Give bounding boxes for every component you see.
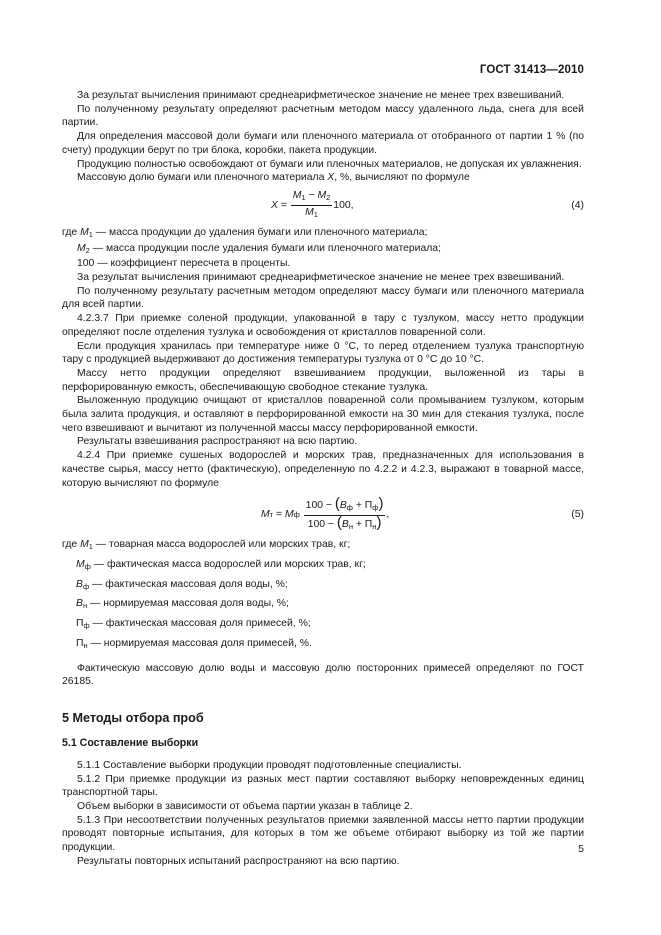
document-header: ГОСТ 31413—2010 [479,64,584,76]
fraction: $\frac{M_1 - M_2}{M_1}$ [292,190,331,220]
fraction: $\frac{100 - (B_ф + П_ф)}{100 - (B_н + П_н)}$ [305,494,384,531]
section-title: 5 Методы отбора проб [62,710,204,725]
paragraph: Объем выборки в зависимости от объема партии указан в таблице 2. [77,801,413,813]
formula-5-expression: M т = M ф $\frac{100 - (B_ф + П_ф)}{100 - (B_н + П_н)}$ , [261,494,390,531]
paragraph: 5.1.2 При приемке продукции из разных мест партии составляют выборку неповрежденных единиц транспортной тары. [62,773,584,799]
definition: 100 — коэффициент пересчета в проценты. [77,258,291,270]
formula-4-expression: X = $\frac{M_1 - M_2}{M_1}$ 100, [271,190,354,220]
paragraph: Для определения массовой доли бумаги или пленочного материала от отобранного от партии 1 % (по счету) продукции берут по три блока, коробки, пакета продукции. [62,131,584,156]
paragraph: Массу нетто продукции определяют взвешиванием продукции, выложенной из тары в перфорированную емкость, обеспечивающую свободное стекание тузлука. [62,367,584,393]
document-body [62,89,584,869]
paragraph: 5.1.3 При несоответствии полученных результатов приемки заявленной массы нетто партии продукции проводят повторные испытания, для которых в том же объеме отбирают выборку из той же партии продукции. [62,814,584,854]
definition: $B_ф$ — фактическая массовая доля воды, %; [76,578,288,591]
paragraph: Продукцию полностью освобождают от бумаги или пленочных материалов, не допуская их увлажнения. [77,158,582,170]
paragraph: Результаты взвешивания распространяют на всю партию. [77,436,358,448]
paragraph: По полученному результату расчетным методом определяют массу бумаги или пленочного материала для всей партии. [62,285,584,311]
paragraph: Выложенную продукцию очищают от кристаллов поваренной соли промыванием тузлуком, которым была залита продукция, и оставляют в перфорированной емкости на 30 мин для стекания тузлука, после чего взвешивают и вычитают из полученной массы массу перфорированной емкости. [62,395,584,434]
definition: $B_н$ — нормируемая массовая доля воды, %; [76,598,289,611]
page-number: 5 [578,843,584,855]
formula-4-definitions [62,226,584,271]
paragraph: Если продукция хранилась при температуре ниже 0 °С, то перед отделением тузлука транспортную тару с продукцией выдерживают до достижения температуры тузлука от 0 °С до 10 °С. [62,340,584,366]
formula-5 [62,494,584,536]
definition: где $M_1$ — масса продукции до удаления бумаги или пленочного материала; [62,226,428,239]
paragraph: 4.2.3.7 При приемке соленой продукции, упакованной в тару с тузлуком, массу нетто продукции определяют после отделения тузлука и освобождения от кристаллов поваренной соли. [62,313,584,338]
definition: $M_2$ — масса продукции после удаления бумаги или пленочного материала; [77,242,441,255]
formula-5-definitions [62,538,584,652]
paragraph: За результат вычисления принимают среднеарифметическое значение не менее трех взвешиваний. [77,272,565,284]
paragraph: Результаты повторных испытаний распространяют на всю партию. [77,855,400,867]
formula-number: (4) [571,199,584,211]
paragraph: 4.2.4 При приемке сушеных водорослей и морских трав, предназначенных для использования в качестве сырья, массу нетто (фактическую), определенную по 4.2.2 и 4.2.3, выражают в товарной массе, которую вычисляют по формуле [62,450,584,489]
definition: $M_ф$ — фактическая масса водорослей или морских трав, кг; [76,558,366,571]
paragraph: Массовую долю бумаги или пленочного материала X, %, вычисляют по формуле [77,172,470,184]
paragraph: Фактическую массовую долю воды и массовую долю посторонних примесей определяют по ГОСТ 26185. [62,662,584,688]
definition: $П_ф$ — фактическая массовая доля примесей, %; [76,618,311,631]
subsection-title: 5.1 Составление выборки [62,736,199,749]
paragraph: За результат вычисления принимают среднеарифметическое значение не менее трех взвешиваний. [77,90,565,101]
definition: $П_н$ — нормируемая массовая доля примесей, %. [76,637,312,650]
paragraph: По полученному результату определяют расчетным методом массу удаленного льда, снега для всей партии. [62,103,584,129]
definition: где $M_1$ — товарная масса водорослей или морских трав, кг; [62,539,351,552]
paragraph: 5.1.1 Составление выборки продукции проводят подготовленные специалисты. [77,759,462,771]
formula-4 [62,187,584,225]
formula-number: (5) [571,509,584,521]
